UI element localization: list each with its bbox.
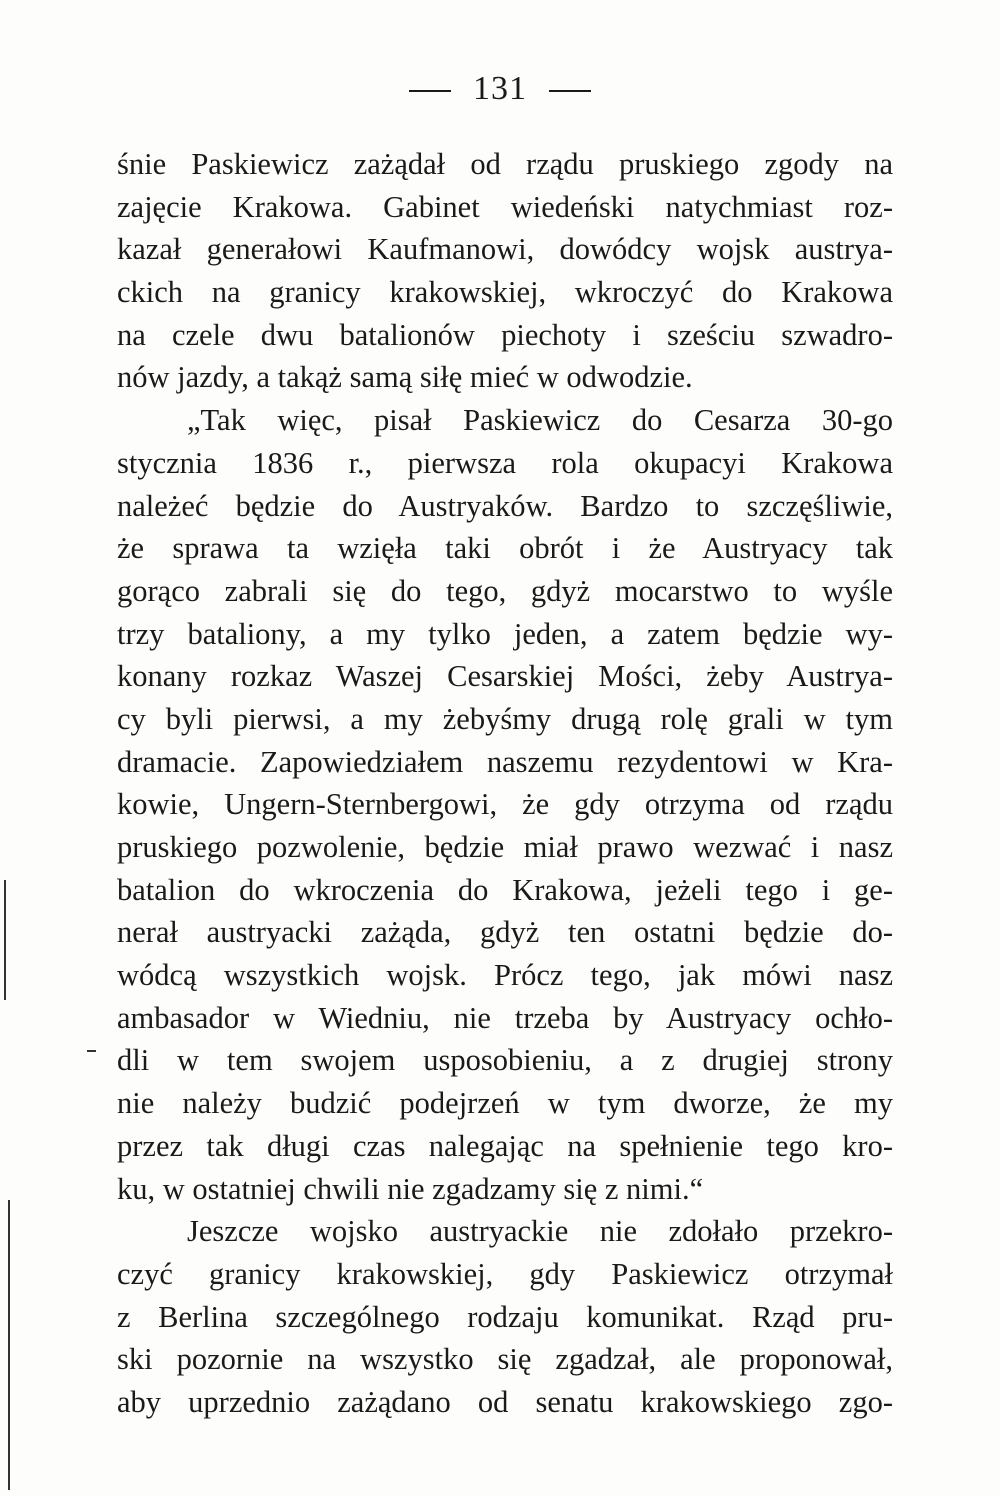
text-line: na czele dwu batalionów piechoty i sześciu szwadro- [117, 317, 893, 352]
text-line: wódcą wszystkich wojsk. Prócz tego, jak mówi nasz [117, 958, 893, 993]
text-line: ckich na granicy krakowskiej, wkroczyć do Krakowa [117, 275, 893, 310]
text-line: „Tak więc, pisał Paskiewicz do Cesarza 30-go [187, 403, 893, 438]
text-line: czyć granicy krakowskiej, gdy Paskiewicz otrzymał [117, 1256, 893, 1291]
text-line: aby uprzednio zażądano od senatu krakowskiego zgo- [117, 1384, 893, 1419]
text-line: ski pozornie na wszystko się zgadzał, ale proponował, [117, 1342, 893, 1377]
text-line: kazał generałowi Kaufmanowi, dowódcy wojsk austrya- [117, 232, 893, 267]
text-line: ku, w ostatniej chwili nie zgadzamy się z nimi.“ [117, 1171, 704, 1206]
margin-scratch [8, 1200, 10, 1490]
header-dash-right [549, 90, 591, 92]
text-line: przez tak długi czas nalegając na spełnienie tego kro- [117, 1128, 893, 1163]
margin-scratch [4, 880, 6, 1000]
page-number: 131 [473, 70, 527, 107]
text-line: trzy bataliony, a my tylko jeden, a zatem będzie wy- [117, 616, 893, 651]
header-dash-left [409, 90, 451, 92]
text-line: Jeszcze wojsko austryackie nie zdołało przekro- [187, 1214, 893, 1249]
text-line: kowie, Ungern-Sternbergowi, że gdy otrzyma od rządu [117, 787, 893, 822]
text-line: dli w tem swojem usposobieniu, a z drugiej strony [117, 1043, 893, 1078]
text-line: batalion do wkroczenia do Krakowa, jeżeli tego i ge- [117, 872, 893, 907]
page-header [0, 70, 1000, 108]
text-line: z Berlina szczególnego rodzaju komunikat. Rząd pru- [117, 1299, 893, 1334]
margin-dot [87, 1050, 96, 1052]
text-line: konany rozkaz Waszej Cesarskiej Mości, żeby Austrya- [117, 659, 893, 694]
text-line: ambasador w Wiedniu, nie trzeba by Austryacy ochło- [117, 1000, 893, 1035]
text-line: pruskiego pozwolenie, będzie miał prawo wezwać i nasz [117, 830, 893, 864]
text-line: nie należy budzić podejrzeń w tym dworze, że my [117, 1086, 893, 1121]
text-line: śnie Paskiewicz zażądał od rządu pruskiego zgody na [117, 147, 893, 181]
text-line: należeć będzie do Austryaków. Bardzo to szczęśliwie, [117, 488, 893, 523]
body-text [117, 143, 893, 1424]
text-line: że sprawa ta wzięła taki obrót i że Austryacy tak [117, 531, 893, 566]
text-line: gorąco zabrali się do tego, gdyż mocarstwo to wyśle [117, 573, 893, 608]
text-line: nów jazdy, a takąż samą siłę mieć w odwodzie. [117, 360, 693, 395]
text-line: nerał austryacki zażąda, gdyż ten ostatni będzie do- [117, 915, 893, 950]
text-line: stycznia 1836 r., pierwsza rola okupacyi Krakowa [117, 445, 893, 480]
text-line: cy byli pierwsi, a my żebyśmy drugą rolę grali w tym [117, 701, 893, 736]
text-line: dramacie. Zapowiedziałem naszemu rezydentowi w Kra- [117, 744, 893, 779]
text-line: zajęcie Krakowa. Gabinet wiedeński natychmiast roz- [117, 189, 893, 224]
